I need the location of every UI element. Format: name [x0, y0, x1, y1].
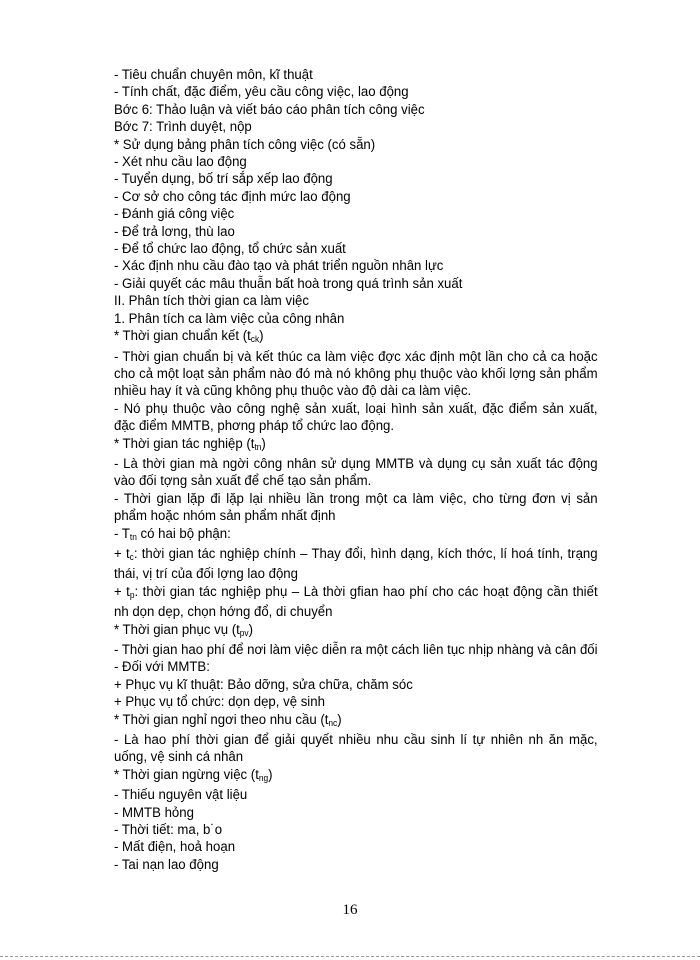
paragraph: - Thời gian lặp đi lặp lại nhiều lần trong một ca làm việc, cho từng đơn vị sản phẩm hoặc nhóm sản phẩm nhất định — [114, 490, 598, 525]
text-line: - Cơ sở cho công tác định mức lao động — [114, 188, 351, 205]
text-line: - $T_{tn}$ có hai bộ phận: — [114, 525, 231, 542]
text-line: - Mất điện, hoả hoạn — [114, 839, 236, 856]
page-divider — [0, 956, 700, 957]
paragraph: + $t_p$: thời gian tác nghiệp phụ – Là thời gfian hao phí cho các hoạt động cần thiết nh dọn dẹp, chọn hớng đổ, di chuyển — [114, 583, 598, 621]
text-line: + Phục vụ kĩ thuật: Bảo dỡng, sửa chữa, chăm sóc — [114, 676, 413, 693]
text-line: Bớc 6: Thảo luận và viết báo cáo phân tích công việc — [114, 101, 425, 118]
paragraph: - Là hao phí thời gian để giải quyết nhiều nhu cầu sinh lí tự nhiên nh ăn mặc, uống, vệ sinh cá nhân — [114, 732, 598, 766]
tpv-heading: * Thời gian phục vụ $(t_{pv})$ — [114, 621, 254, 638]
tng-heading: * Thời gian ngừng việc $(t_{ng})$ — [114, 766, 273, 783]
page-number: 16 — [342, 902, 358, 918]
text-line: - Đối với MMTB: — [114, 659, 210, 676]
text-line: - Thời tiết: ma, b˙o — [114, 822, 223, 839]
text-line: - Để tổ chức lao động, tổ chức sản xuất — [114, 241, 346, 258]
text-line: - Xét nhu cầu lao động — [114, 154, 247, 171]
section-heading: II. Phân tích thời gian ca làm việc — [114, 293, 309, 310]
text-line: - Tai nạn lao động — [114, 856, 219, 873]
paragraph: + $t_c$: thời gian tác nghiệp chính – Thay đổi, hình dạng, kích thớc, lí hoá tính, trạng thái, vị trí của đối lợng lao động — [114, 545, 598, 583]
page-body — [114, 67, 598, 874]
text-line: - Tiêu chuẩn chuyên môn, kĩ thuật — [114, 67, 313, 83]
tck-heading: * Thời gian chuẩn kết $(t_{ck})$ — [114, 328, 264, 345]
text-line: - Để trả lơng, thù lao — [114, 223, 235, 240]
text-line: + Phục vụ tổ chức: dọn dẹp, vệ sinh — [114, 694, 325, 711]
paragraph: - Là thời gian mà ngời công nhân sử dụng MMTB và dụng cụ sản xuất tác động vào đối tợng sản xuất để chế tạo sản phẩm. — [114, 455, 598, 490]
text-line: - Tuyển dụng, bố trí sắp xếp lao động — [114, 171, 333, 188]
paragraph: - Nó phụ thuộc vào công nghệ sản xuất, loại hình sản xuất, đặc điểm sản xuất, đặc điểm MMTB, phơng pháp tổ chức lao động. — [114, 400, 598, 435]
text-line: - Đánh giá công việc — [114, 206, 235, 223]
text-line: - Xác định nhu cầu đào tạo và phát triển nguồn nhân lực — [114, 258, 444, 275]
subsection-heading: 1. Phân tích ca làm việc của công nhân — [114, 310, 345, 327]
text-line: - Giải quyết các mâu thuẫn bất hoà trong quá trình sản xuất — [114, 275, 463, 292]
text-line: - MMTB hỏng — [114, 804, 194, 821]
text-line: - Thiếu nguyên vật liệu — [114, 787, 248, 804]
tnc-heading: * Thời gian nghỉ ngơi theo nhu cầu $(t_{nc})$ — [114, 711, 342, 728]
text-line: * Sử dụng bảng phân tích công việc (có sẵn) — [114, 136, 376, 153]
paragraph: - Thời gian chuẩn bị và kết thúc ca làm việc đợc xác định một lần cho cả ca hoặc cho cả một loạt sản phẩm nào đó mà nó không phụ thuộc vào khối lợng sản phẩm nhiều hay ít và cũng không phụ thuộc vào độ dài ca làm việc. — [114, 348, 598, 400]
text-line: Bớc 7: Trình duyệt, nộp — [114, 119, 252, 136]
paragraph: - Thời gian hao phí để nơi làm việc diễn ra một cách liên tục nhịp nhàng và cân đối — [114, 642, 598, 658]
text-line: - Tính chất, đặc điểm, yêu cầu công việc, lao động — [114, 84, 409, 101]
ttn-heading: * Thời gian tác nghiệp $(t_{tn})$ — [114, 435, 266, 452]
